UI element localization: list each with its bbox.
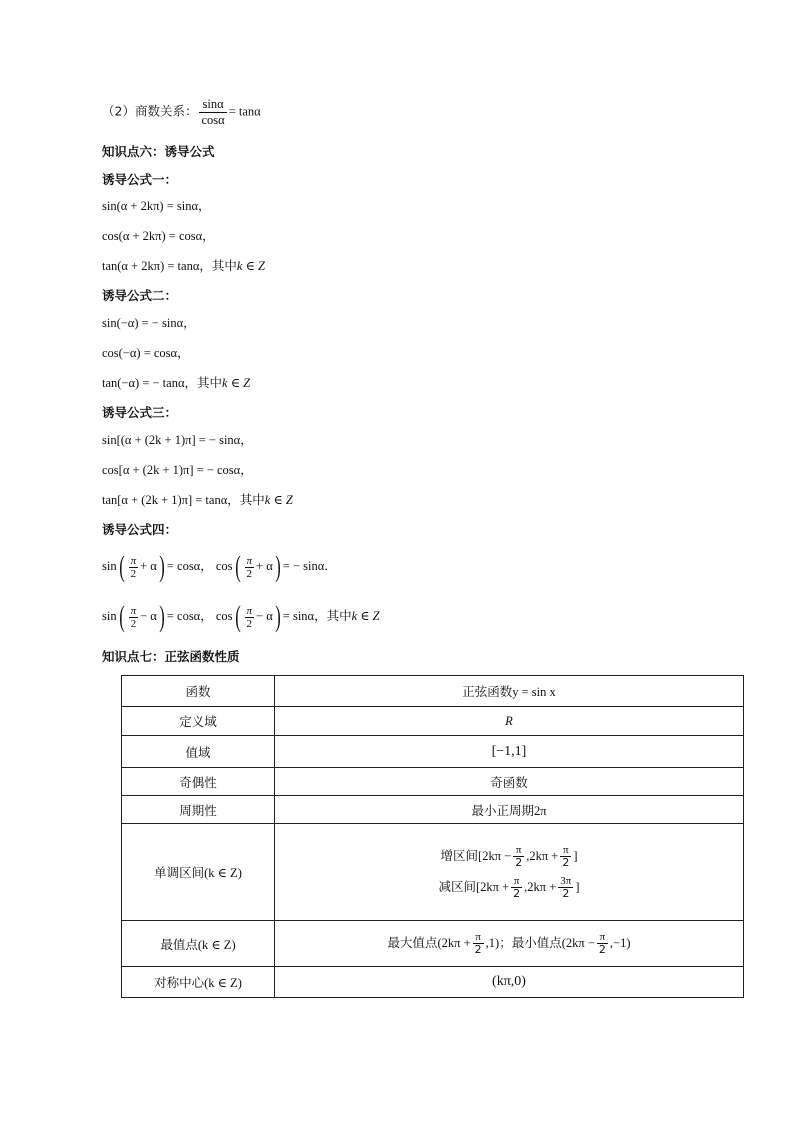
- formula-three-title: 诱导公式三：: [102, 405, 178, 420]
- table-cell: 最值点(k ∈ Z): [122, 921, 275, 967]
- formula-three-line-2: cos[α + (2k + 1)π] = − cosα，: [102, 463, 253, 477]
- table-row: [122, 824, 744, 921]
- formula-two-line-3: tan(−α) = − tanα，其中k ∈ Z: [102, 375, 251, 390]
- pi-over-two: $\frac{\pi}{2}$: [130, 554, 137, 580]
- formula-four-line-1: sin( $\frac{\pi}{2}$ + α) = cosα， cos( $\frac{\pi}{2}$ + α) = − sinα．: [102, 550, 337, 584]
- table-cell: 值域: [122, 736, 275, 768]
- table-cell: 正弦函数y = sin x: [275, 676, 744, 707]
- table-cell: 奇函数: [275, 768, 744, 796]
- formula-one-line-1: sin(α + 2kπ) = sinα，: [102, 199, 211, 213]
- formula-one-line-2: cos(α + 2kπ) = cosα，: [102, 229, 215, 243]
- table-cell: 最小正周期2π: [275, 796, 744, 824]
- formula-two-line-2: cos(−α) = cosα，: [102, 346, 190, 360]
- table-row: [122, 676, 744, 707]
- formula-three-line-1: sin[(α + (2k + 1)π] = − sinα，: [102, 433, 253, 447]
- heading-point-six: 知识点六：诱导公式: [102, 144, 215, 159]
- formula-two-title: 诱导公式二：: [102, 288, 178, 303]
- quotient-rhs: = tanα: [228, 104, 261, 119]
- table-cell: 对称中心(k ∈ Z): [122, 967, 275, 998]
- quotient-relation: [102, 97, 261, 128]
- table-cell: [275, 824, 744, 921]
- table-row: [122, 707, 744, 736]
- pi-over-two: $\frac{\pi}{2}$: [246, 554, 253, 580]
- formula-four-title: 诱导公式四：: [102, 522, 178, 537]
- increasing-interval: 增区间[2kπ − $\frac{\pi}{2}$ ,2kπ + $\frac{\pi}{2}$ ]: [440, 844, 578, 869]
- table-row: [122, 967, 744, 998]
- table-row: [122, 921, 744, 967]
- table-row: [122, 736, 744, 768]
- formula-three-line-3: tan[α + (2k + 1)π] = tanα，其中k ∈ Z: [102, 492, 293, 507]
- formula-four-line-2: sin( $\frac{\pi}{2}$ − α) = cosα， cos( $\frac{\pi}{2}$ − α) = sinα，其中k ∈ Z: [102, 600, 380, 634]
- decreasing-interval: 减区间[2kπ + $\frac{\pi}{2}$ ,2kπ + $\frac{3\pi}{2}$ ]: [438, 875, 580, 900]
- quotient-fraction: $\frac{\sin\alpha}{\cos\alpha}$: [201, 97, 225, 127]
- table-row: [122, 768, 744, 796]
- table-cell: (kπ,0): [275, 967, 744, 998]
- table-cell: [−1,1]: [275, 736, 744, 768]
- formula-one-title: 诱导公式一：: [102, 172, 178, 187]
- formula-two-line-1: sin(−α) = − sinα，: [102, 316, 196, 330]
- quotient-label: （2）商数关系：: [102, 103, 198, 119]
- pi-over-two: $\frac{\pi}{2}$: [246, 604, 253, 630]
- formula-one-line-3: tan(α + 2kπ) = tanα，其中k ∈ Z: [102, 258, 265, 273]
- table-row: [122, 796, 744, 824]
- sine-properties-table: [121, 675, 744, 998]
- heading-point-seven: 知识点七：正弦函数性质: [102, 649, 240, 664]
- table-cell: 奇偶性: [122, 768, 275, 796]
- table-cell: 定义域: [122, 707, 275, 736]
- table-cell: 单调区间(k ∈ Z): [122, 824, 275, 921]
- table-cell: 最大值点(2kπ + $\frac{\pi}{2}$ ,1)；最小值点(2kπ − $\frac{\pi}{2}$ ,−1): [275, 921, 744, 967]
- table-cell: 周期性: [122, 796, 275, 824]
- table-cell: 函数: [122, 676, 275, 707]
- table-cell: R: [275, 707, 744, 736]
- pi-over-two: $\frac{\pi}{2}$: [130, 604, 137, 630]
